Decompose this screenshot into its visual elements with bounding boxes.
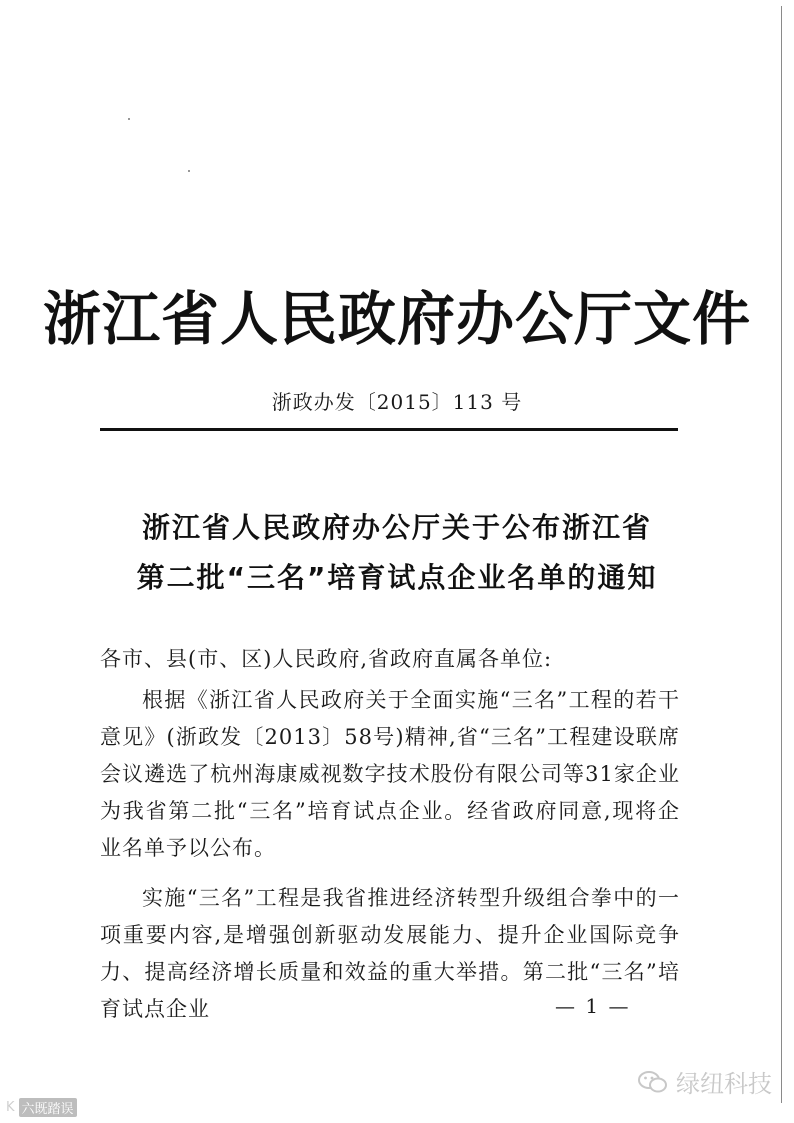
page-edge-line <box>781 6 782 1103</box>
watermark-text: 绿纽科技 <box>676 1070 772 1098</box>
document-number: 浙政办发〔2015〕113 号 <box>271 390 523 414</box>
paragraph-1: 根据《浙江省人民政府关于全面实施“三名”工程的若干意见》(浙政发〔2013〕58号)精神,省“三名”工程建设联席会议遴选了杭州海康威视数字技术股份有限公司等31家企业为我省第二批“三名”培育试点企业。经省政府同意,现将企业名单予以公布。 <box>100 688 680 860</box>
header-divider <box>100 428 678 431</box>
watermark-logo: K <box>6 1100 15 1115</box>
paragraph-2: 实施“三名”工程是我省推进经济转型升级组合拳中的一项重要内容,是增强创新驱动发展能力、提升企业国际竞争力、提高经济增长质量和效益的重大举措。第二批“三名”培育试点企业 <box>100 886 680 1021</box>
scan-speck <box>188 170 190 172</box>
watermark-site-text: 六既踏误 <box>19 1098 77 1117</box>
notice-title-line-2: 第二批“三名”培育试点企业名单的通知 <box>136 561 658 594</box>
scan-speck <box>128 118 130 120</box>
page-number: — 1 — <box>555 994 631 1018</box>
notice-title-line-1: 浙江省人民政府办公厅关于公布浙江省 <box>141 511 652 544</box>
wechat-watermark <box>638 1064 772 1099</box>
site-watermark <box>6 1098 77 1117</box>
document-header-title: 浙江省人民政府办公厅文件 <box>42 285 751 353</box>
wechat-icon <box>638 1069 668 1095</box>
salutation: 各市、县(市、区)人民政府,省政府直属各单位: <box>100 647 553 671</box>
